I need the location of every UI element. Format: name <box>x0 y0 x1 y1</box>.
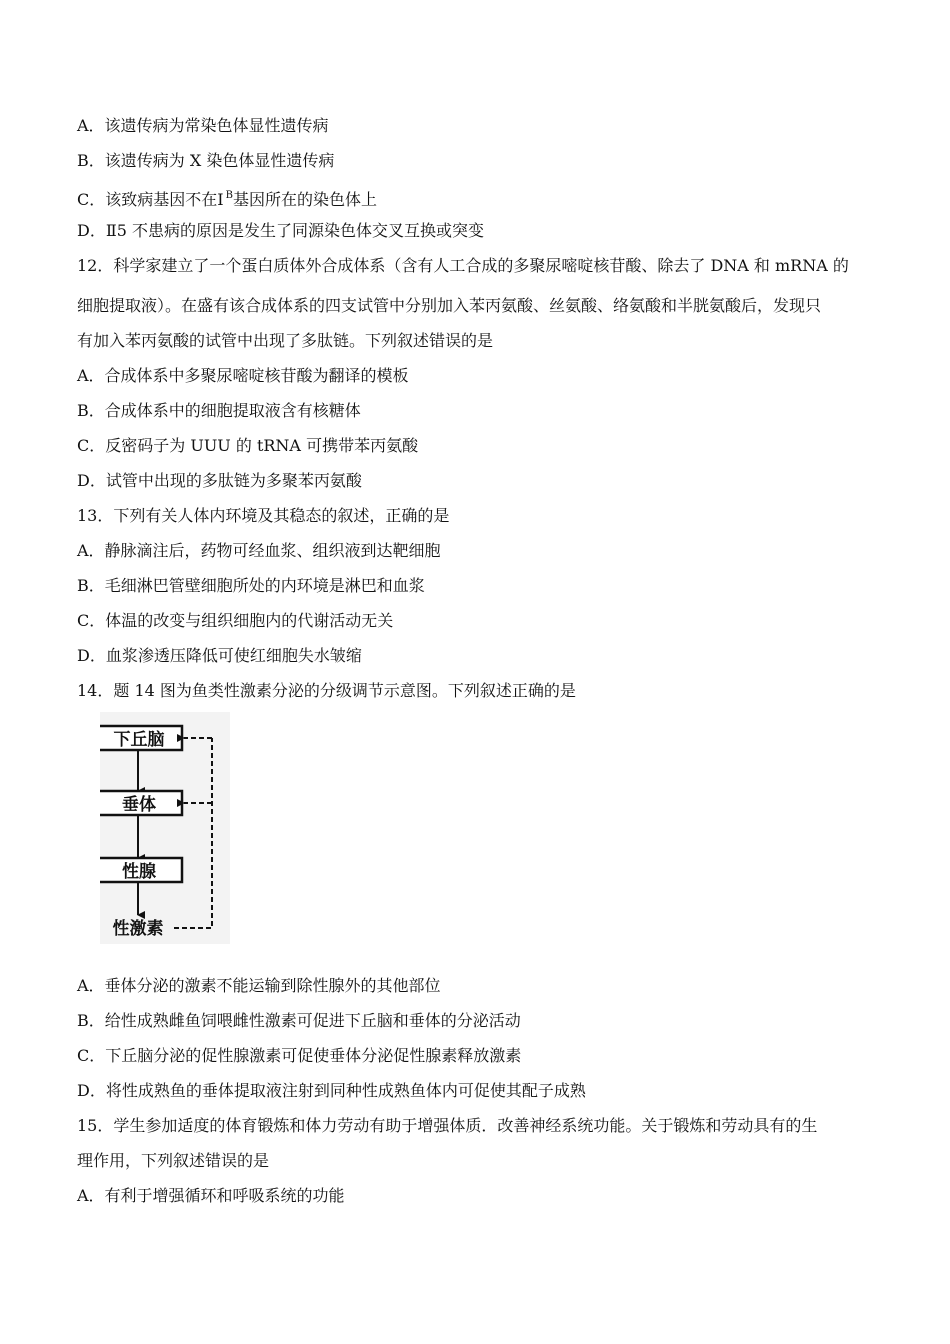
q15-stem-line2: 理作用，下列叙述错误的是 <box>77 1151 270 1170</box>
q11-option-a: A．该遗传病为常染色体显性遗传病 <box>77 116 329 135</box>
q11-option-c-text-end: 基因所在的染色体上 <box>232 190 377 209</box>
q14-option-d: D．将性成熟鱼的垂体提取液注射到同种性成熟鱼体内可促使其配子成熟 <box>77 1081 586 1100</box>
q12-option-b: B．合成体系中的细胞提取液含有核糖体 <box>77 401 361 420</box>
q13-option-d: D．血浆渗透压降低可使红细胞失水皱缩 <box>77 646 362 665</box>
q11-option-b: B．该遗传病为 X 染色体显性遗传病 <box>77 151 335 170</box>
sex-hormone-label: 性激素 <box>112 919 164 939</box>
q14-option-c: C．下丘脑分泌的促性腺激素可促使垂体分泌促性腺素释放激素 <box>77 1046 522 1065</box>
q12-stem-line3: 有加入苯丙氨酸的试管中出现了多肽链。下列叙述错误的是 <box>77 331 494 350</box>
q11-option-c-superscript: B <box>225 190 233 201</box>
q11-option-d: D．Ⅱ5 不患病的原因是发生了同源染色体交叉互换或突变 <box>77 221 484 240</box>
q15-option-a: A．有利于增强循环和呼吸系统的功能 <box>77 1186 345 1205</box>
box-hypothalamus-label: 下丘脑 <box>113 730 165 750</box>
q13-stem: 13．下列有关人体内环境及其稳态的叙述，正确的是 <box>77 506 450 525</box>
box-gonad-label: 性腺 <box>122 862 156 882</box>
q13-option-a: A．静脉滴注后，药物可经血浆、组织液到达靶细胞 <box>77 541 441 560</box>
q11-option-c-text: C．该致病基因不在Ⅰ <box>77 190 224 209</box>
q12-stem-line1: 12．科学家建立了一个蛋白质体外合成体系（含有人工合成的多聚尿嘧啶核苷酸、除去了 DNA 和 mRNA 的 <box>77 256 849 275</box>
q12-option-a: A．合成体系中多聚尿嘧啶核苷酸为翻译的模板 <box>77 366 409 385</box>
q15-stem-line1: 15．学生参加适度的体育锻炼和体力劳动有助于增强体质．改善神经系统功能。关于锻炼和劳动具有的生 <box>77 1116 818 1135</box>
q12-option-c: C．反密码子为 UUU 的 tRNA 可携带苯丙氨酸 <box>77 436 419 455</box>
hormone-regulation-diagram <box>100 712 230 944</box>
q12-stem-line2: 细胞提取液）。在盛有该合成体系的四支试管中分别加入苯丙氨酸、丝氨酸、络氨酸和半胱氨酸后，发现只 <box>77 296 822 315</box>
q12-option-d: D．试管中出现的多肽链为多聚苯丙氨酸 <box>77 471 362 490</box>
q14-option-b: B．给性成熟雌鱼饲喂雌性激素可促进下丘脑和垂体的分泌活动 <box>77 1011 521 1030</box>
box-pituitary-label: 垂体 <box>122 795 156 815</box>
q11-option-c <box>77 186 377 210</box>
q13-option-b: B．毛细淋巴管壁细胞所处的内环境是淋巴和血浆 <box>77 576 425 595</box>
q13-option-c: C．体温的改变与组织细胞内的代谢活动无关 <box>77 611 394 630</box>
q14-option-a: A．垂体分泌的激素不能运输到除性腺外的其他部位 <box>77 976 441 995</box>
q14-stem: 14．题 14 图为鱼类性激素分泌的分级调节示意图。下列叙述正确的是 <box>77 681 576 700</box>
